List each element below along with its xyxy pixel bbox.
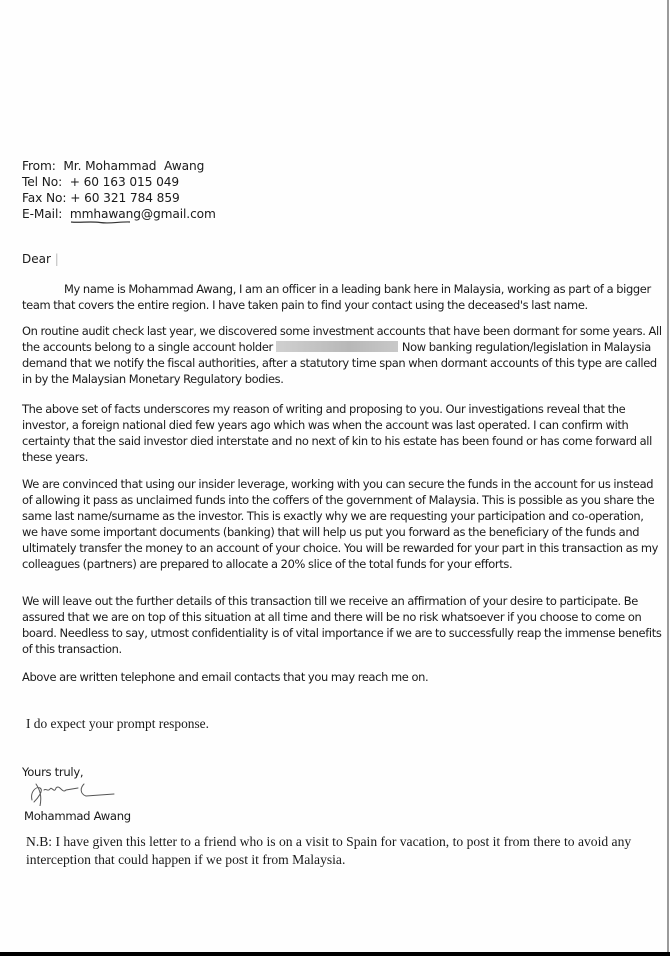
paragraph-3-text: The above set of facts underscores my reason of writing and proposing to you. Our investigations reveal that the investor, a foreign national died few years ago which was when the account was last operated. I can confirm with certainty that the said investor died interstate and no next of kin to his estate has been found or has come forward all these years. [22, 402, 652, 464]
paragraph-5 [22, 593, 662, 657]
sender-contact-block [22, 158, 216, 222]
paragraph-7 [26, 716, 209, 732]
email-row [22, 206, 216, 222]
paragraph-2-text-after: Now banking regulation/legislation in Malaysia demand that we notify the fiscal authorities, after a statutory time span when dormant accounts of this type are called in by the Malaysian Monetary Regulatory bodies. [22, 340, 657, 386]
paragraph-3 [22, 401, 662, 465]
fax-value: + 60 321 784 859 [70, 191, 180, 205]
email-value: mmhawang@gmail.com [69, 207, 216, 221]
email-label: E-Mail: [22, 207, 63, 221]
paragraph-7-text: I do expect your prompt response. [26, 716, 209, 731]
tel-value: + 60 163 015 049 [69, 175, 180, 189]
fax-label: Fax No: [22, 191, 67, 205]
email-value-wrap [70, 207, 216, 221]
page-edge-shadow [667, 0, 669, 952]
valediction: Yours truly, [22, 765, 84, 779]
tel-row [22, 174, 216, 190]
paragraph-5-text: We will leave out the further details of this transaction till we receive an affirmation of your desire to participate. Be assured that we are on top of this situation at all time and there will be no risk whatsoever if you choose to come on board. Needless to say, utmost confidentiality is of vital importance if we are to successfully reap the immense benefits of this transaction. [22, 594, 662, 656]
paragraph-2 [22, 323, 662, 387]
redacted-account-holder-name [276, 341, 398, 352]
paragraph-1-text: My name is Mohammad Awang, I am an officer in a leading bank here in Malaysia, working as part of a bigger team that covers the entire region. I have taken pain to find your contact using the deceased's last name. [22, 282, 651, 312]
pen-underline-scribble-icon [70, 220, 132, 224]
paragraph-6-text: Above are written telephone and email contacts that you may reach me on. [22, 670, 429, 684]
paragraph-4-text: We are convinced that using our insider leverage, working with you can secure the funds in the account for us instead of allowing it pass as unclaimed funds into the coffers of the government of Malaysia. This is possible as you share the same last name/surname as the investor. This is exactly why we are requesting your participation and co-operation, we have some important documents (banking) that will help us put you forward as the beneficiary of the funds and ultimately transfer the money to an account of your choice. You will be rewarded for your part in this transaction as my colleagues (partners) are prepared to allocate a 20% slice of the total funds for your efforts. [22, 477, 659, 571]
postscript-note: N.B: I have given this letter to a friend who is on a visit to Spain for vacation, to post it from there to avoid any interception that could happen if we post it from Malaysia. [26, 834, 632, 867]
salutation-text: Dear [22, 252, 51, 266]
fax-row [22, 190, 216, 206]
from-value: Mr. Mohammad Awang [63, 159, 205, 173]
salutation-redaction-mark: | [54, 252, 59, 266]
from-label: From: [22, 159, 56, 173]
from-row [22, 158, 216, 174]
handwritten-signature-icon [26, 780, 126, 806]
paragraph-6 [22, 669, 662, 685]
paragraph-2-text-before: On routine audit check last year, we discovered some investment accounts that have been dormant for some years. All the accounts belong to a single account holder [22, 324, 662, 354]
salutation [22, 252, 59, 266]
tel-label: Tel No: [22, 175, 63, 189]
paragraph-1 [22, 281, 662, 313]
paragraph-4 [22, 476, 662, 572]
scan-bottom-border [0, 952, 670, 956]
signer-name: Mohammad Awang [24, 809, 131, 823]
